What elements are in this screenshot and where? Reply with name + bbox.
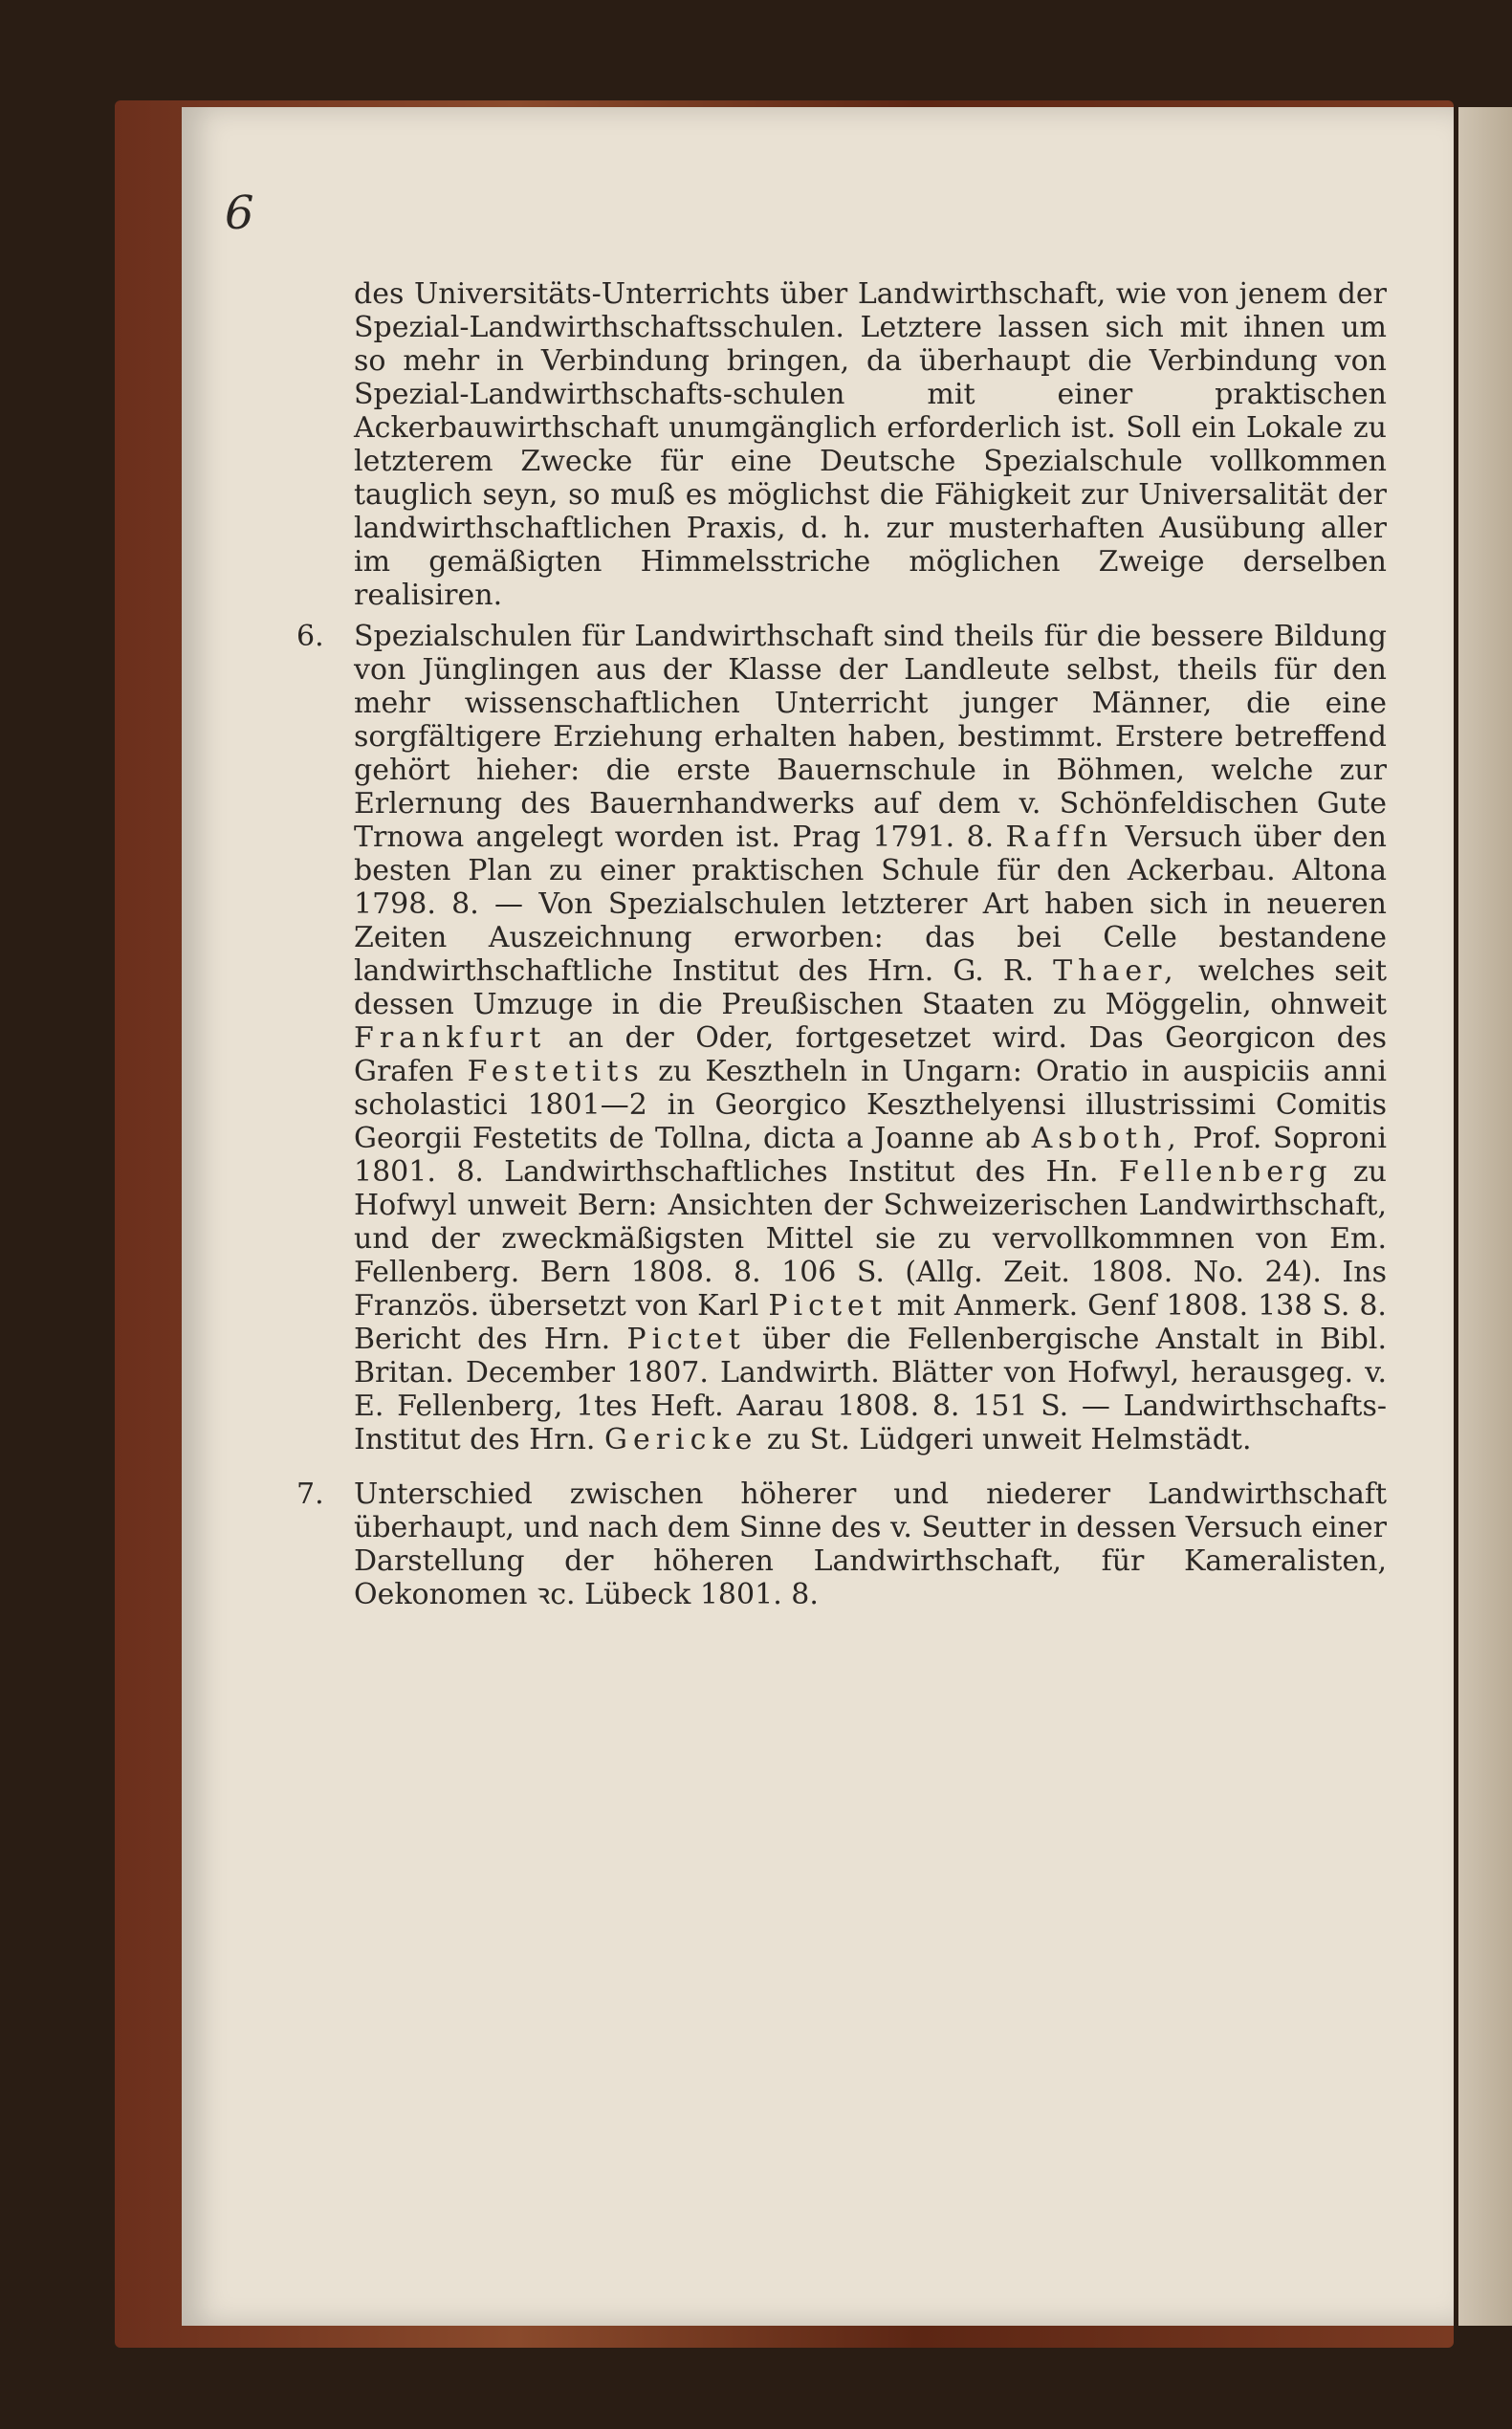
next-page-edge bbox=[1458, 107, 1512, 2326]
item-6-text-e: zu Kesztheln in Ungarn: Oratio in auspiciis anni scholastici 1801—2 in Georgico Keszthelyensi illustrissimi Comitis Georgii Festetits de Tollna, dicta a Joanne ab bbox=[354, 1055, 1387, 1155]
name-gericke: Gericke bbox=[603, 1423, 758, 1456]
page-number: 6 bbox=[225, 186, 254, 240]
list-item-7 bbox=[296, 1477, 1387, 1611]
name-thaer: Thaer, bbox=[1053, 954, 1179, 988]
item-6-text-g: zu Hofwyl unweit Bern: Ansichten der Schweizerischen Landwirthschaft, und der zweckmäßigsten Mittel sie zu vervollkommnen von Em. Fellenberg. Bern 1808. 8. 106 S. (Allg. Zeit. 1808. No. 24). Ins Französ. übersetzt von Karl bbox=[354, 1155, 1387, 1323]
name-pictet-2: Pictet bbox=[626, 1323, 746, 1356]
name-fellenberg: Fellenberg bbox=[1118, 1155, 1333, 1189]
item-6-text-b: Versuch über den besten Plan zu einer praktischen Schule für den Ackerbau. Altona 1798. 8. — Von Spezialschulen letzterer Art haben sich in neueren Zeiten Auszeichnung erworben: das bei Celle bestandene landwirthschaftliche Institut des Hrn. G. R. bbox=[354, 821, 1387, 988]
intro-paragraph: des Universitäts-Unterrichts über Landwirthschaft, wie von jenem der Spezial-Landwirthschaftsschulen. Letztere lassen sich mit ihnen um so mehr in Verbindung bringen, da überhaupt die Verbindung von Spezial-Landwirthschafts-schulen mit einer praktischen Ackerbauwirthschaft unumgänglich erforderlich ist. Soll ein Lokale zu letzterem Zwecke für eine Deutsche Spezialschule vollkommen tauglich seyn, so muß es möglichst die Fähigkeit zur Universalität der landwirthschaftlichen Praxis, d. h. zur musterhaften Ausübung aller im gemäßigten Himmelsstriche möglichen Zweige derselben realisiren. bbox=[354, 277, 1387, 612]
name-festetits: Festetits bbox=[467, 1055, 645, 1088]
item-6-text-h: mit Anmerk. Genf 1808. 138 S. 8. Bericht des Hrn. bbox=[354, 1289, 1387, 1356]
item-6-text-c: welches seit dessen Umzuge in die Preußischen Staaten zu Möggelin, ohnweit bbox=[354, 954, 1388, 1021]
item-6-number: 6. bbox=[296, 620, 324, 653]
name-pictet-1: Pictet bbox=[768, 1289, 887, 1323]
list-item-6 bbox=[296, 620, 1388, 1456]
item-6-text-d: an der Oder, fortgesetzet wird. Das Georgicon des Grafen bbox=[354, 1021, 1387, 1088]
name-raffn: Raffn bbox=[1005, 821, 1114, 854]
page-text bbox=[287, 277, 1387, 1611]
name-frankfurt: Frankfurt bbox=[354, 1021, 547, 1055]
name-asboth: Asboth, bbox=[1031, 1122, 1182, 1155]
item-6-text-f: Prof. Soproni 1801. 8. Landwirthschaftliches Institut des Hn. bbox=[354, 1122, 1387, 1189]
item-6-text-j: zu St. Lüdgeri unweit Helmstädt. bbox=[766, 1423, 1252, 1456]
item-6-text-a: Spezialschulen für Landwirthschaft sind theils für die bessere Bildung von Jünglingen aus der Klasse der Landleute selbst, theils für den mehr wissenschaftlichen Unterricht junger Männer, die eine sorgfältigere Erziehung erhalten haben, bestimmt. Erstere betreffend gehört hieher: die erste Bauernschule in Böhmen, welche zur Erlernung des Bauernhandwerks auf dem v. Schönfeldischen Gute Trnowa angelegt worden ist. Prag 1791. 8. bbox=[354, 620, 1387, 854]
item-6-text-i: über die Fellenbergische Anstalt in Bibl. Britan. December 1807. Landwirth. Blätter von Hofwyl, herausgeg. v. E. Fellenberg, 1tes Heft. Aarau 1808. 8. 151 S. — Landwirthschafts-Institut des Hrn. bbox=[354, 1323, 1387, 1456]
item-7-number: 7. bbox=[296, 1477, 324, 1511]
item-7-text: Unterschied zwischen höherer und niederer Landwirthschaft überhaupt, und nach dem Sinne des v. Seutter in dessen Versuch einer Darstellung der höheren Landwirthschaft, für Kameralisten, Oekonomen ꝛc. Lübeck 1801. 8. bbox=[354, 1477, 1387, 1611]
